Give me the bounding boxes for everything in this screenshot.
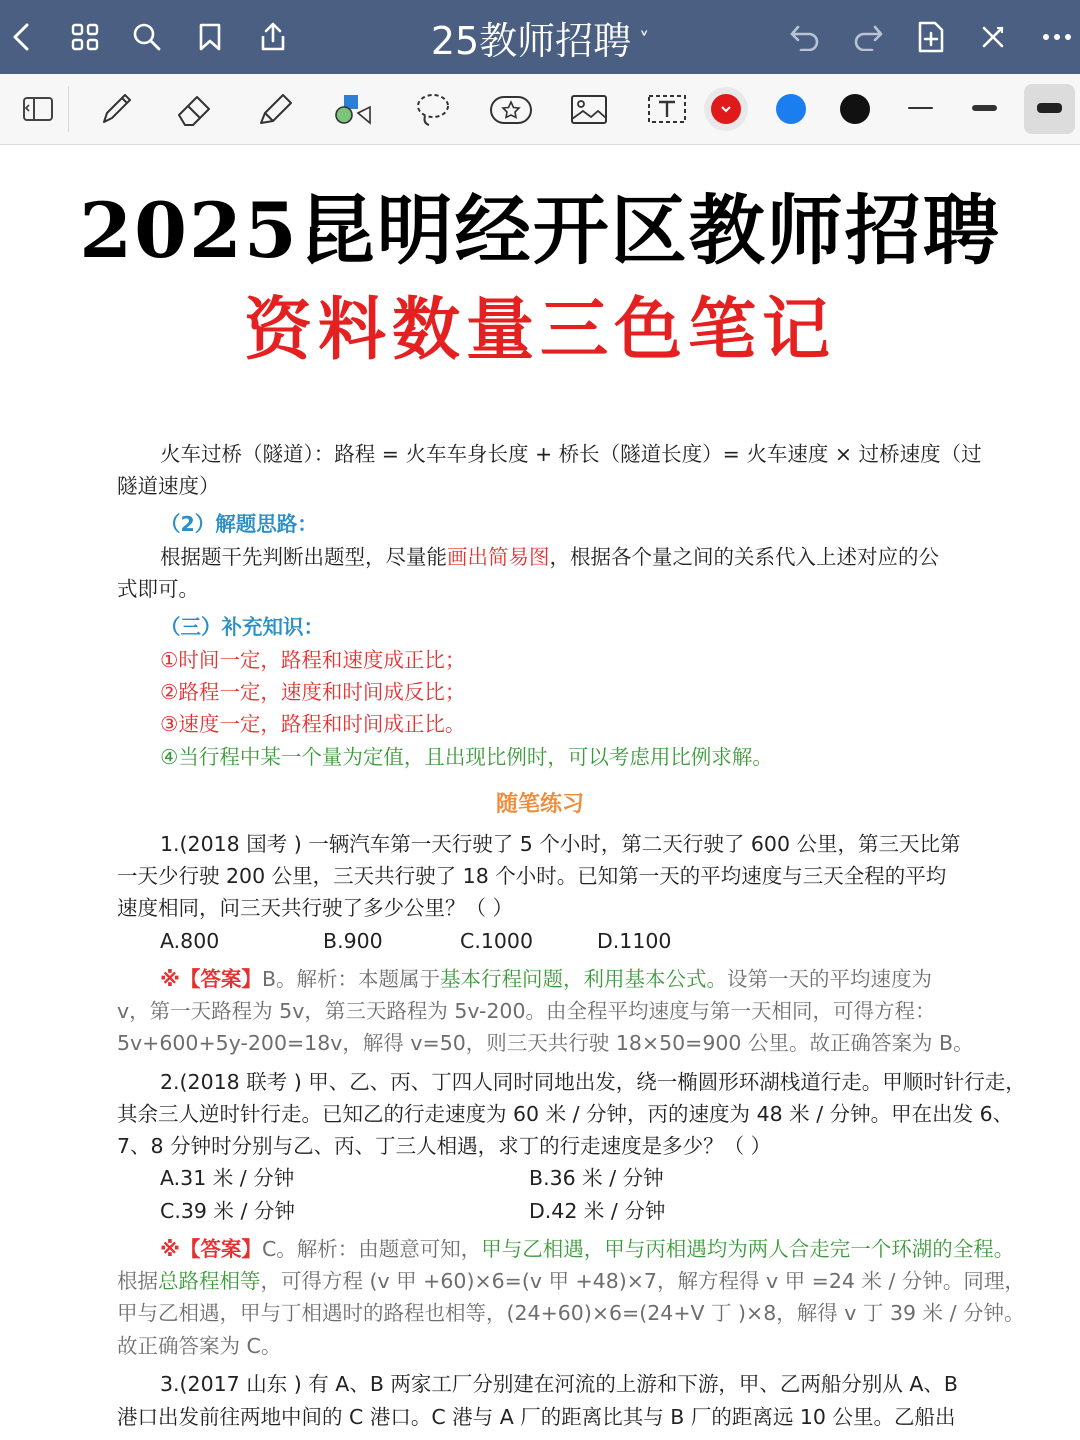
q2-line-3: 7、8 分钟时分别与乙、丙、丁三人相遇，求丁的行走速度是多少？（ ） [117,1134,772,1158]
rule-2: ②路程一定，速度和时间成反比； [160,680,466,704]
medium-stroke-option[interactable] [972,105,997,111]
text-box-icon[interactable] [644,88,690,130]
practice-heading: 随笔练习 [495,792,584,817]
document-title[interactable]: 25教师招聘 [430,18,632,63]
q2-answer-line-1: ※【答案】C。解析：由题意可知，甲与乙相遇，甲与丙相遇均为两人合走完一个环湖的全程。 [160,1237,1015,1261]
document-subtitle: 资料数量三色笔记 [243,290,836,370]
bookmark-icon[interactable] [190,17,230,57]
section-heading-supplement: （三）补充知识： [160,615,324,639]
q1-option-b: B.900 [323,929,383,953]
q3-line-1: 3.(2017 山东 ) 有 A、B 两家工厂分别建在河流的上游和下游，甲、乙两船分别从 A、B [160,1372,958,1396]
color-black-swatch[interactable] [840,94,870,124]
q3-line-2: 港口出发前往两地中间的 C 港口。C 港与 A 厂的距离比其与 B 厂的距离远 10 公里。乙船出 [117,1405,956,1429]
approach-line-1: 根据题干先判断出题型，尽量能画出简易图，根据各个量之间的关系代入上述对应的公 [160,545,939,569]
approach-line-2: 式即可。 [117,577,199,601]
shapes-icon[interactable] [331,88,377,130]
drawing-toolbar [0,74,1080,145]
q1-option-a: A.800 [160,929,220,953]
lasso-icon[interactable] [410,88,456,130]
document-main-title: 2025昆明经开区教师招聘 [79,186,1001,275]
rule-1: ①时间一定，路程和速度成正比； [160,648,466,672]
title-dropdown-icon[interactable]: ˅ [639,28,650,52]
eraser-icon[interactable] [172,88,218,130]
redo-icon[interactable] [848,17,888,57]
q2-answer-line-4: 故正确答案为 C。 [117,1334,282,1358]
q1-line-3: 速度相同，问三天共行驶了多少公里？（ ） [117,896,514,920]
thick-stroke-option[interactable] [1037,103,1062,113]
sidebar-toggle-icon[interactable] [15,88,61,130]
q2-line-2: 其余三人逆时针行走。已知乙的行走速度为 60 米 / 分钟，丙的速度为 48 米 / 分钟。甲在出发 6、 [117,1102,1014,1126]
q1-option-c: C.1000 [460,929,534,953]
q2-answer-line-2: 根据总路程相等，可得方程 (v 甲 +60)×6=(v 甲 +48)×7，解方程得 v 甲 =24 米 / 分钟。同理， [117,1269,1025,1293]
highlighter-icon[interactable] [252,88,298,130]
top-navigation-bar [0,0,1080,74]
close-icon[interactable] [973,17,1013,57]
image-icon[interactable] [566,88,612,130]
q2-option-b: B.36 米 / 分钟 [529,1166,664,1190]
q2-option-a: A.31 米 / 分钟 [160,1166,295,1190]
grid-icon[interactable] [65,17,105,57]
share-icon[interactable] [253,17,293,57]
q1-option-d: D.1100 [597,929,672,953]
q1-answer-line-3: 5v+600+5y-200=18v，解得 v=50，则三天共行驶 18×50=900 公里。故正确答案为 B。 [117,1031,974,1055]
color-red-swatch[interactable] [711,94,741,124]
q2-option-d: D.42 米 / 分钟 [529,1199,666,1223]
q2-answer-line-3: 甲与乙相遇，甲与丁相遇时的路程也相等，(24+60)×6=(24+V 丁 )×8，解得 v 丁 39 米 / 分钟。 [117,1301,1025,1325]
q1-answer-line-1: ※【答案】B。解析：本题属于基本行程问题，利用基本公式。设第一天的平均速度为 [160,967,933,991]
q2-line-1: 2.(2018 联考 ) 甲、乙、丙、丁四人同时同地出发，绕一椭圆形环湖栈道行走。甲顺时针行走， [160,1070,1026,1094]
more-icon[interactable] [1037,17,1077,57]
toolbar-divider [68,86,69,132]
color-blue-swatch[interactable] [776,94,806,124]
formula-line-2: 隧道速度） [117,474,220,498]
chevron-down-icon [711,94,741,124]
formula-line-1: 火车过桥（隧道）：路程 = 火车车身长度 + 桥长（隧道长度）= 火车速度 × 过桥速度（过 [160,442,982,466]
q1-line-1: 1.(2018 国考 ) 一辆汽车第一天行驶了 5 个小时，第二天行驶了 600 公里，第三天比第 [160,832,961,856]
rule-3: ③速度一定，路程和时间成正比。 [160,712,466,736]
back-icon[interactable] [2,17,42,57]
q1-answer-line-2: v，第一天路程为 5v，第三天路程为 5v-200。由全程平均速度与第一天相同，可得方程： [117,999,936,1023]
q2-option-c: C.39 米 / 分钟 [160,1199,295,1223]
rule-4: ④当行程中某一个量为定值，且出现比例时，可以考虑用比例求解。 [160,745,773,769]
q1-line-2: 一天少行驶 200 公里，三天共行驶了 18 个小时。已知第一天的平均速度与三天全程的平均 [117,864,947,888]
add-page-icon[interactable] [911,17,951,57]
thin-stroke-option[interactable] [908,107,933,109]
pen-icon[interactable] [93,88,139,130]
section-heading-approach: （2）解题思路： [160,512,318,536]
sticker-icon[interactable] [488,88,534,130]
search-icon[interactable] [127,17,167,57]
undo-icon[interactable] [785,17,825,57]
